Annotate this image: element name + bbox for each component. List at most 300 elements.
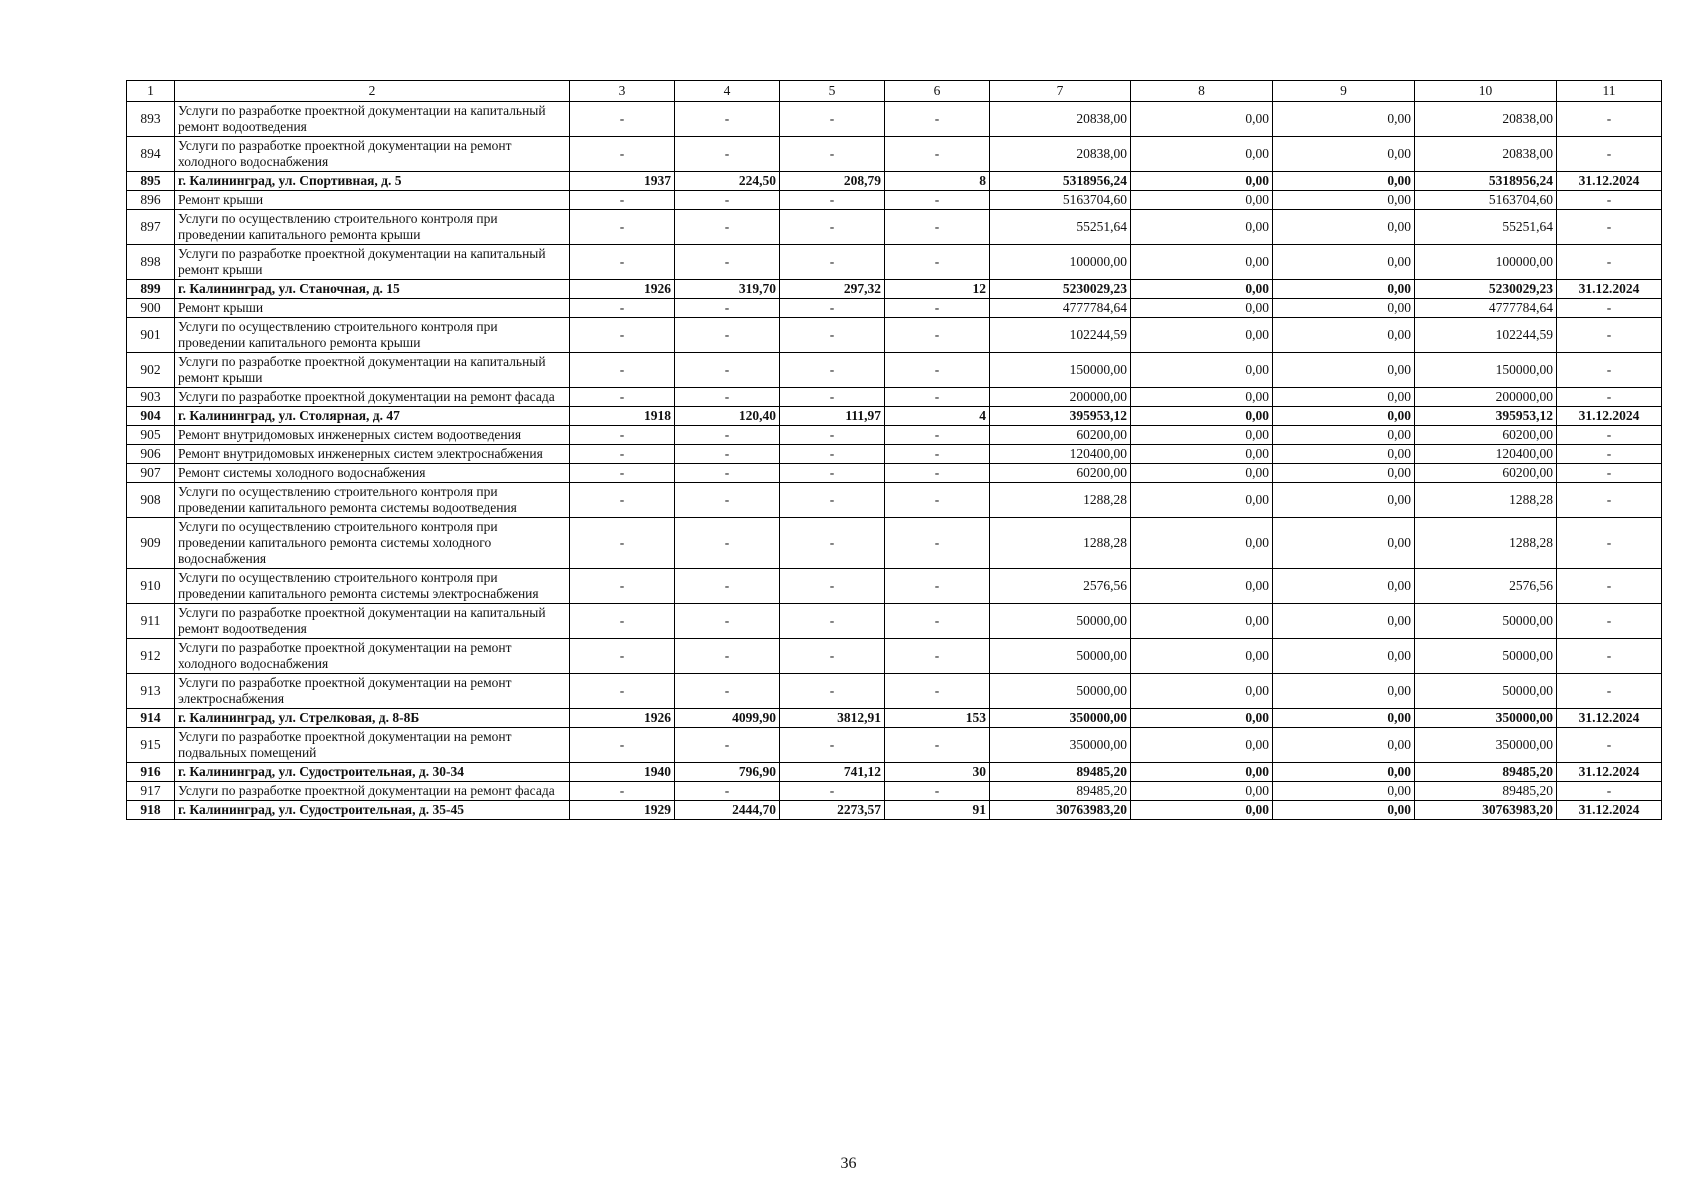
col6-value: - (885, 445, 990, 464)
col11-value: - (1557, 674, 1662, 709)
col7-value: 60200,00 (990, 464, 1131, 483)
col7-value: 350000,00 (990, 728, 1131, 763)
col5-value: 741,12 (780, 763, 885, 782)
col10-value: 120400,00 (1415, 445, 1557, 464)
row-number: 897 (127, 210, 175, 245)
column-header: 3 (570, 81, 675, 102)
col4-value: - (675, 245, 780, 280)
table-row (127, 518, 1662, 569)
col9-value: 0,00 (1273, 782, 1415, 801)
column-header: 8 (1131, 81, 1273, 102)
col5-value: - (780, 426, 885, 445)
col7-value: 1288,28 (990, 518, 1131, 569)
row-number: 914 (127, 709, 175, 728)
row-name: г. Калининград, ул. Спортивная, д. 5 (175, 172, 570, 191)
table-row (127, 426, 1662, 445)
col8-value: 0,00 (1131, 569, 1273, 604)
row-number: 902 (127, 353, 175, 388)
col5-value: - (780, 464, 885, 483)
col3-value: - (570, 137, 675, 172)
header-row (127, 81, 1662, 102)
col6-value: - (885, 569, 990, 604)
col3-value: - (570, 245, 675, 280)
col7-value: 2576,56 (990, 569, 1131, 604)
table-row (127, 137, 1662, 172)
col3-value: 1937 (570, 172, 675, 191)
col5-value: - (780, 318, 885, 353)
col11-value: - (1557, 782, 1662, 801)
col5-value: - (780, 518, 885, 569)
col11-value: - (1557, 483, 1662, 518)
row-number: 898 (127, 245, 175, 280)
col7-value: 5230029,23 (990, 280, 1131, 299)
col11-value: - (1557, 137, 1662, 172)
col9-value: 0,00 (1273, 569, 1415, 604)
table-row (127, 388, 1662, 407)
col11-value: - (1557, 245, 1662, 280)
col5-value: - (780, 445, 885, 464)
col7-value: 50000,00 (990, 639, 1131, 674)
col11-value: - (1557, 426, 1662, 445)
col8-value: 0,00 (1131, 782, 1273, 801)
col4-value: - (675, 569, 780, 604)
col11-value: - (1557, 639, 1662, 674)
col5-value: - (780, 604, 885, 639)
row-number: 910 (127, 569, 175, 604)
col7-value: 4777784,64 (990, 299, 1131, 318)
row-number: 916 (127, 763, 175, 782)
row-number: 918 (127, 801, 175, 820)
col3-value: - (570, 299, 675, 318)
col4-value: - (675, 210, 780, 245)
table-row (127, 102, 1662, 137)
table-row (127, 483, 1662, 518)
row-name: г. Калининград, ул. Судостроительная, д. 30-34 (175, 763, 570, 782)
col7-value: 5318956,24 (990, 172, 1131, 191)
row-number: 911 (127, 604, 175, 639)
row-number: 904 (127, 407, 175, 426)
col8-value: 0,00 (1131, 639, 1273, 674)
col7-value: 20838,00 (990, 102, 1131, 137)
col4-value: - (675, 299, 780, 318)
col9-value: 0,00 (1273, 483, 1415, 518)
col8-value: 0,00 (1131, 245, 1273, 280)
col10-value: 102244,59 (1415, 318, 1557, 353)
col8-value: 0,00 (1131, 299, 1273, 318)
table-row (127, 280, 1662, 299)
col5-value: - (780, 639, 885, 674)
col6-value: - (885, 210, 990, 245)
col6-value: - (885, 245, 990, 280)
col9-value: 0,00 (1273, 191, 1415, 210)
col8-value: 0,00 (1131, 604, 1273, 639)
col10-value: 60200,00 (1415, 426, 1557, 445)
col4-value: - (675, 728, 780, 763)
table-row (127, 801, 1662, 820)
col6-value: 4 (885, 407, 990, 426)
col11-value: - (1557, 728, 1662, 763)
col9-value: 0,00 (1273, 445, 1415, 464)
col6-value: - (885, 353, 990, 388)
col8-value: 0,00 (1131, 388, 1273, 407)
col6-value: - (885, 604, 990, 639)
row-name: Ремонт внутридомовых инженерных систем электроснабжения (175, 445, 570, 464)
col4-value: - (675, 353, 780, 388)
row-number: 895 (127, 172, 175, 191)
col10-value: 50000,00 (1415, 639, 1557, 674)
row-name: г. Калининград, ул. Стрелковая, д. 8-8Б (175, 709, 570, 728)
row-name: Услуги по разработке проектной документации на ремонт подвальных помещений (175, 728, 570, 763)
col5-value: - (780, 569, 885, 604)
col6-value: - (885, 426, 990, 445)
row-name: Ремонт системы холодного водоснабжения (175, 464, 570, 483)
col11-value: - (1557, 191, 1662, 210)
column-header: 6 (885, 81, 990, 102)
col10-value: 30763983,20 (1415, 801, 1557, 820)
col7-value: 100000,00 (990, 245, 1131, 280)
col3-value: - (570, 518, 675, 569)
table-row (127, 464, 1662, 483)
row-name: г. Калининград, ул. Судостроительная, д. 35-45 (175, 801, 570, 820)
col7-value: 89485,20 (990, 782, 1131, 801)
column-header: 4 (675, 81, 780, 102)
col4-value: 796,90 (675, 763, 780, 782)
col10-value: 350000,00 (1415, 709, 1557, 728)
col11-value: - (1557, 464, 1662, 483)
row-number: 899 (127, 280, 175, 299)
col11-value: 31.12.2024 (1557, 407, 1662, 426)
col6-value: - (885, 674, 990, 709)
col6-value: 8 (885, 172, 990, 191)
col5-value: - (780, 728, 885, 763)
col8-value: 0,00 (1131, 801, 1273, 820)
repair-schedule-table (126, 80, 1662, 820)
col11-value: 31.12.2024 (1557, 709, 1662, 728)
col8-value: 0,00 (1131, 426, 1273, 445)
col7-value: 5163704,60 (990, 191, 1131, 210)
row-name: Ремонт крыши (175, 191, 570, 210)
col10-value: 20838,00 (1415, 137, 1557, 172)
row-name: Услуги по разработке проектной документации на ремонт фасада (175, 388, 570, 407)
col10-value: 100000,00 (1415, 245, 1557, 280)
row-name: Услуги по разработке проектной документации на капитальный ремонт водоотведения (175, 102, 570, 137)
col6-value: - (885, 782, 990, 801)
col5-value: 2273,57 (780, 801, 885, 820)
col6-value: - (885, 318, 990, 353)
row-number: 905 (127, 426, 175, 445)
col5-value: 3812,91 (780, 709, 885, 728)
table-row (127, 172, 1662, 191)
col5-value: - (780, 353, 885, 388)
col9-value: 0,00 (1273, 137, 1415, 172)
row-number: 917 (127, 782, 175, 801)
table-row (127, 353, 1662, 388)
col3-value: - (570, 353, 675, 388)
col7-value: 350000,00 (990, 709, 1131, 728)
col8-value: 0,00 (1131, 709, 1273, 728)
table-row (127, 709, 1662, 728)
col6-value: - (885, 102, 990, 137)
col3-value: - (570, 483, 675, 518)
col3-value: - (570, 728, 675, 763)
col9-value: 0,00 (1273, 102, 1415, 137)
col7-value: 55251,64 (990, 210, 1131, 245)
col6-value: 153 (885, 709, 990, 728)
col11-value: - (1557, 299, 1662, 318)
col8-value: 0,00 (1131, 353, 1273, 388)
row-name: Услуги по разработке проектной документации на капитальный ремонт крыши (175, 245, 570, 280)
col10-value: 150000,00 (1415, 353, 1557, 388)
row-number: 912 (127, 639, 175, 674)
col10-value: 60200,00 (1415, 464, 1557, 483)
row-number: 896 (127, 191, 175, 210)
col10-value: 89485,20 (1415, 782, 1557, 801)
col6-value: - (885, 299, 990, 318)
col11-value: - (1557, 353, 1662, 388)
col10-value: 89485,20 (1415, 763, 1557, 782)
row-name: Услуги по разработке проектной документации на ремонт холодного водоснабжения (175, 639, 570, 674)
table-row (127, 245, 1662, 280)
col5-value: 111,97 (780, 407, 885, 426)
col5-value: - (780, 210, 885, 245)
col4-value: 120,40 (675, 407, 780, 426)
row-number: 901 (127, 318, 175, 353)
row-name: Услуги по осуществлению строительного контроля при проведении капитального ремонта системы водоотведения (175, 483, 570, 518)
table-row (127, 639, 1662, 674)
col11-value: 31.12.2024 (1557, 801, 1662, 820)
col9-value: 0,00 (1273, 763, 1415, 782)
col9-value: 0,00 (1273, 426, 1415, 445)
col10-value: 20838,00 (1415, 102, 1557, 137)
row-name: г. Калининград, ул. Станочная, д. 15 (175, 280, 570, 299)
col4-value: - (675, 318, 780, 353)
column-header: 2 (175, 81, 570, 102)
col11-value: - (1557, 318, 1662, 353)
col9-value: 0,00 (1273, 407, 1415, 426)
col8-value: 0,00 (1131, 483, 1273, 518)
col3-value: - (570, 210, 675, 245)
column-header: 7 (990, 81, 1131, 102)
col10-value: 1288,28 (1415, 518, 1557, 569)
col7-value: 20838,00 (990, 137, 1131, 172)
col10-value: 350000,00 (1415, 728, 1557, 763)
col3-value: - (570, 388, 675, 407)
col10-value: 5318956,24 (1415, 172, 1557, 191)
column-header: 5 (780, 81, 885, 102)
table-row (127, 445, 1662, 464)
table-row (127, 191, 1662, 210)
col11-value: 31.12.2024 (1557, 280, 1662, 299)
col9-value: 0,00 (1273, 639, 1415, 674)
col8-value: 0,00 (1131, 407, 1273, 426)
col7-value: 50000,00 (990, 604, 1131, 639)
col3-value: 1918 (570, 407, 675, 426)
col10-value: 5163704,60 (1415, 191, 1557, 210)
col7-value: 150000,00 (990, 353, 1131, 388)
col4-value: 4099,90 (675, 709, 780, 728)
row-name: Услуги по разработке проектной документации на капитальный ремонт водоотведения (175, 604, 570, 639)
col11-value: 31.12.2024 (1557, 172, 1662, 191)
table-row (127, 299, 1662, 318)
col4-value: - (675, 102, 780, 137)
col9-value: 0,00 (1273, 674, 1415, 709)
col6-value: 30 (885, 763, 990, 782)
row-number: 907 (127, 464, 175, 483)
row-number: 900 (127, 299, 175, 318)
col3-value: - (570, 464, 675, 483)
col3-value: - (570, 445, 675, 464)
col3-value: 1926 (570, 709, 675, 728)
col6-value: - (885, 464, 990, 483)
col4-value: - (675, 782, 780, 801)
col8-value: 0,00 (1131, 318, 1273, 353)
col11-value: - (1557, 518, 1662, 569)
row-name: Ремонт внутридомовых инженерных систем водоотведения (175, 426, 570, 445)
table-row (127, 782, 1662, 801)
col7-value: 60200,00 (990, 426, 1131, 445)
col7-value: 120400,00 (990, 445, 1131, 464)
column-header: 11 (1557, 81, 1662, 102)
col4-value: - (675, 483, 780, 518)
row-name: Услуги по разработке проектной документации на капитальный ремонт крыши (175, 353, 570, 388)
col11-value: - (1557, 569, 1662, 604)
col10-value: 2576,56 (1415, 569, 1557, 604)
col9-value: 0,00 (1273, 245, 1415, 280)
col8-value: 0,00 (1131, 137, 1273, 172)
col3-value: 1926 (570, 280, 675, 299)
col5-value: - (780, 299, 885, 318)
table-row (127, 407, 1662, 426)
col8-value: 0,00 (1131, 102, 1273, 137)
col7-value: 395953,12 (990, 407, 1131, 426)
col3-value: - (570, 782, 675, 801)
col9-value: 0,00 (1273, 172, 1415, 191)
col3-value: - (570, 318, 675, 353)
col11-value: - (1557, 388, 1662, 407)
col8-value: 0,00 (1131, 763, 1273, 782)
row-name: Ремонт крыши (175, 299, 570, 318)
table-row (127, 318, 1662, 353)
col3-value: - (570, 191, 675, 210)
row-number: 909 (127, 518, 175, 569)
col4-value: - (675, 604, 780, 639)
table-row (127, 569, 1662, 604)
col9-value: 0,00 (1273, 353, 1415, 388)
col8-value: 0,00 (1131, 280, 1273, 299)
col4-value: - (675, 639, 780, 674)
col5-value: - (780, 782, 885, 801)
col8-value: 0,00 (1131, 210, 1273, 245)
row-number: 915 (127, 728, 175, 763)
col8-value: 0,00 (1131, 674, 1273, 709)
col6-value: 91 (885, 801, 990, 820)
col9-value: 0,00 (1273, 728, 1415, 763)
col9-value: 0,00 (1273, 210, 1415, 245)
col7-value: 1288,28 (990, 483, 1131, 518)
column-header: 10 (1415, 81, 1557, 102)
col4-value: - (675, 388, 780, 407)
col6-value: 12 (885, 280, 990, 299)
table-row (127, 210, 1662, 245)
col3-value: - (570, 674, 675, 709)
col9-value: 0,00 (1273, 604, 1415, 639)
col9-value: 0,00 (1273, 518, 1415, 569)
column-header: 1 (127, 81, 175, 102)
row-number: 913 (127, 674, 175, 709)
col11-value: - (1557, 604, 1662, 639)
col3-value: 1940 (570, 763, 675, 782)
col11-value: 31.12.2024 (1557, 763, 1662, 782)
col10-value: 50000,00 (1415, 604, 1557, 639)
col10-value: 5230029,23 (1415, 280, 1557, 299)
row-name: Услуги по разработке проектной документации на ремонт электроснабжения (175, 674, 570, 709)
col8-value: 0,00 (1131, 518, 1273, 569)
col5-value: - (780, 245, 885, 280)
col5-value: 297,32 (780, 280, 885, 299)
col4-value: - (675, 426, 780, 445)
col11-value: - (1557, 210, 1662, 245)
col9-value: 0,00 (1273, 280, 1415, 299)
col6-value: - (885, 728, 990, 763)
col9-value: 0,00 (1273, 318, 1415, 353)
col5-value: - (780, 483, 885, 518)
col7-value: 102244,59 (990, 318, 1131, 353)
col8-value: 0,00 (1131, 464, 1273, 483)
row-name: г. Калининград, ул. Столярная, д. 47 (175, 407, 570, 426)
col10-value: 50000,00 (1415, 674, 1557, 709)
col10-value: 4777784,64 (1415, 299, 1557, 318)
col6-value: - (885, 388, 990, 407)
col10-value: 1288,28 (1415, 483, 1557, 518)
row-name: Услуги по осуществлению строительного контроля при проведении капитального ремонта крыши (175, 318, 570, 353)
col10-value: 55251,64 (1415, 210, 1557, 245)
col4-value: 224,50 (675, 172, 780, 191)
row-number: 906 (127, 445, 175, 464)
col8-value: 0,00 (1131, 445, 1273, 464)
col4-value: - (675, 464, 780, 483)
page-number: 36 (840, 1155, 857, 1172)
col5-value: - (780, 674, 885, 709)
col9-value: 0,00 (1273, 464, 1415, 483)
col7-value: 89485,20 (990, 763, 1131, 782)
row-number: 894 (127, 137, 175, 172)
table-row (127, 604, 1662, 639)
column-header: 9 (1273, 81, 1415, 102)
col3-value: - (570, 102, 675, 137)
col7-value: 200000,00 (990, 388, 1131, 407)
col9-value: 0,00 (1273, 709, 1415, 728)
col4-value: - (675, 137, 780, 172)
col6-value: - (885, 137, 990, 172)
col4-value: - (675, 191, 780, 210)
col11-value: - (1557, 445, 1662, 464)
col8-value: 0,00 (1131, 728, 1273, 763)
col3-value: 1929 (570, 801, 675, 820)
col5-value: - (780, 191, 885, 210)
col5-value: 208,79 (780, 172, 885, 191)
col9-value: 0,00 (1273, 801, 1415, 820)
table-row (127, 674, 1662, 709)
table-body (127, 102, 1662, 820)
col6-value: - (885, 483, 990, 518)
col10-value: 200000,00 (1415, 388, 1557, 407)
row-name: Услуги по осуществлению строительного контроля при проведении капитального ремонта системы холодного водоснабжения (175, 518, 570, 569)
col4-value: 2444,70 (675, 801, 780, 820)
row-number: 903 (127, 388, 175, 407)
table-row (127, 763, 1662, 782)
col3-value: - (570, 426, 675, 445)
col3-value: - (570, 639, 675, 674)
